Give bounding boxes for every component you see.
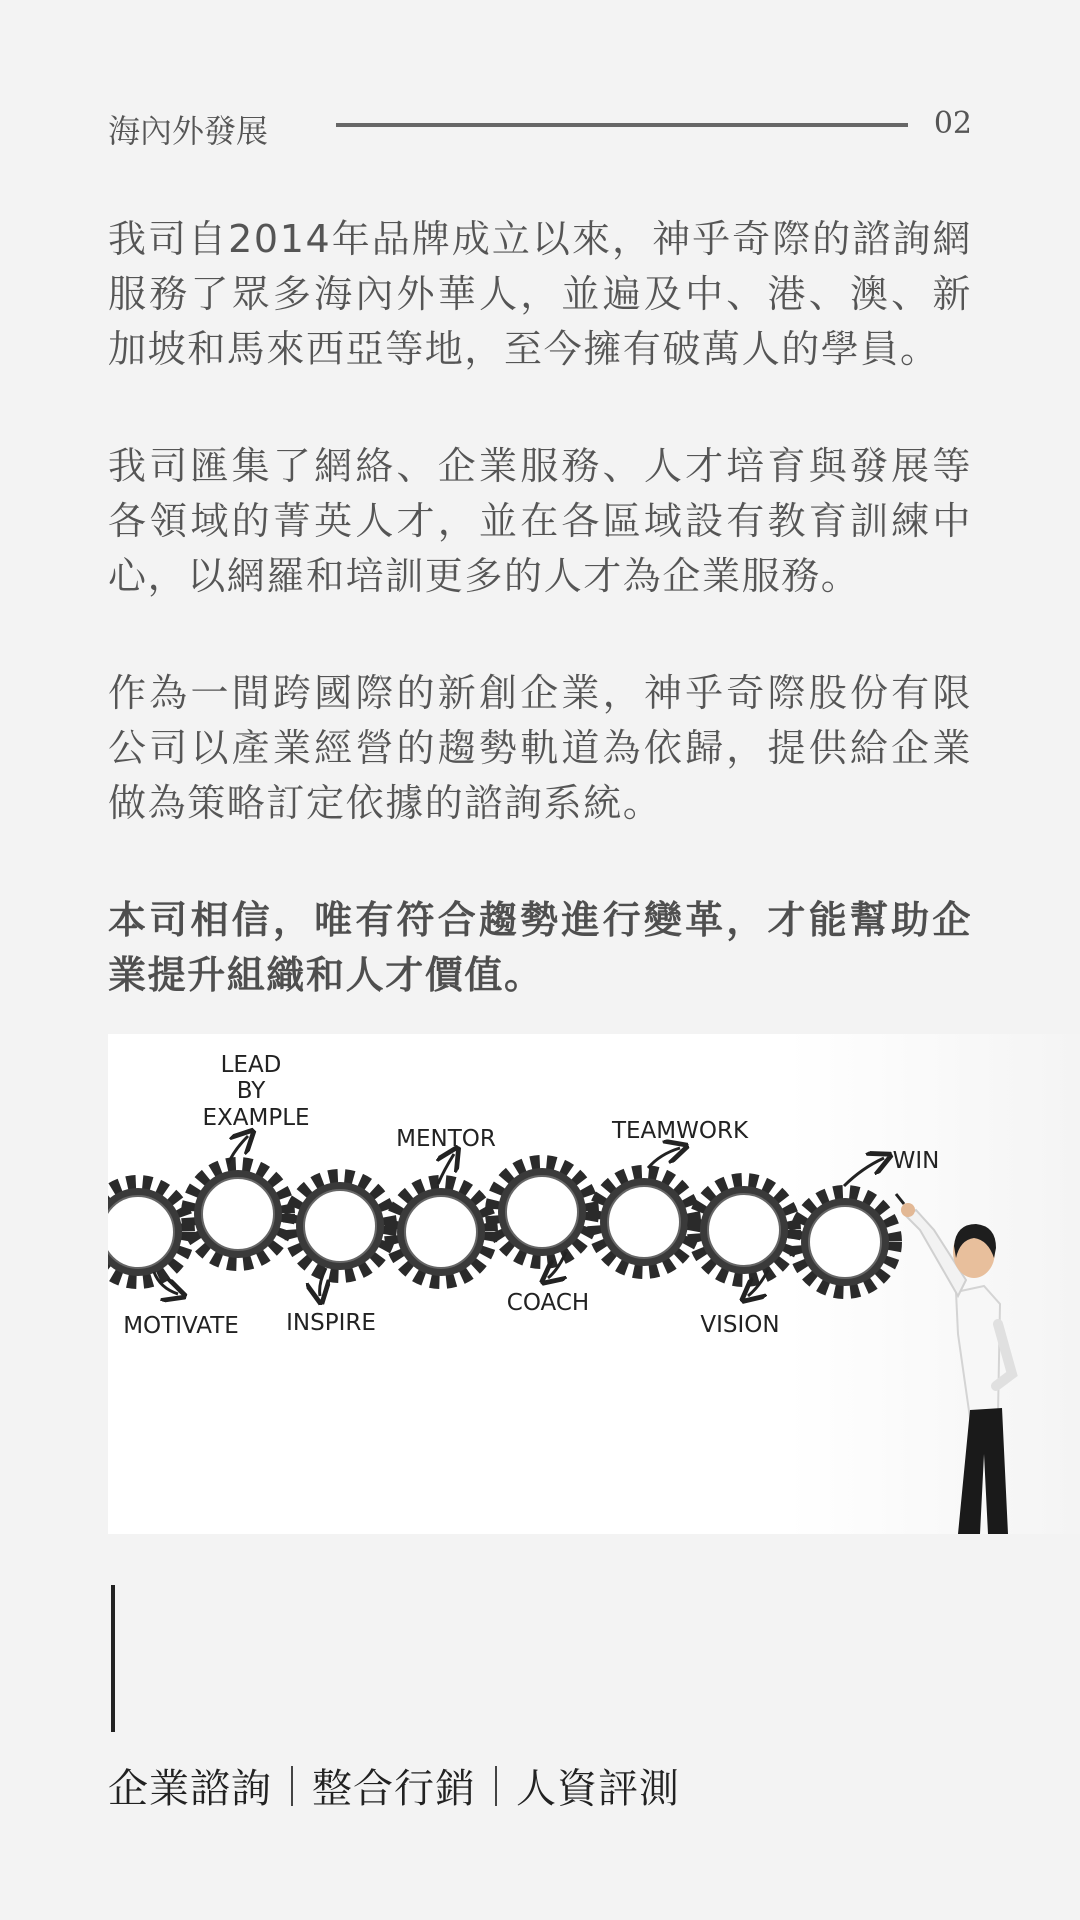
service-consulting: 企業諮詢: [108, 1766, 272, 1812]
service-marketing: 整合行銷: [312, 1766, 476, 1812]
gear-icon: [694, 1180, 794, 1280]
talent-paragraph: 我司匯集了網絡、企業服務、人才培育與發展等各領域的菁英人才，並在各區域設有教育訓練中心，以網羅和培訓更多的人才為企業服務。: [108, 444, 972, 598]
service-separator: [495, 1766, 497, 1806]
label-motivate: MOTIVATE: [123, 1313, 239, 1339]
gear-icon: [391, 1182, 491, 1282]
label-teamwork: TEAMWORK: [611, 1118, 749, 1144]
label-coach: COACH: [506, 1290, 590, 1316]
gear-icon: [795, 1192, 895, 1292]
label-by: BY: [236, 1078, 266, 1104]
services-list: [108, 1757, 680, 1814]
label-inspire: INSPIRE: [286, 1310, 376, 1336]
gears-illustration: [108, 1034, 1080, 1534]
section-title: 海內外發展: [108, 112, 269, 150]
belief-statement: 本司相信，唯有符合趨勢進行變革，才能幫助企業提升組織和人才價值。: [108, 898, 972, 997]
header-divider: [336, 123, 908, 127]
gear-icon: [492, 1162, 592, 1262]
label-win: WIN: [892, 1148, 940, 1174]
page-header: [108, 100, 972, 152]
body-text: [108, 212, 972, 1065]
label-example: EXAMPLE: [202, 1105, 310, 1131]
label-lead: LEAD: [220, 1052, 282, 1078]
page-number: 02: [933, 106, 972, 141]
gear-icon: [108, 1182, 188, 1282]
gear-icon: [594, 1172, 694, 1272]
intro-paragraph: 我司自2014年品牌成立以來，神乎奇際的諮詢網服務了眾多海內外華人，並遍及中、港、澳、新加坡和馬來西亞等地，至今擁有破萬人的學員。: [108, 217, 972, 371]
accent-bar: [111, 1585, 115, 1732]
service-hr-assessment: 人資評測: [516, 1766, 680, 1812]
service-separator: [291, 1766, 293, 1806]
label-vision: VISION: [700, 1312, 780, 1338]
businessman-figure: [896, 1194, 1012, 1534]
gear-icon: [188, 1164, 288, 1264]
startup-paragraph: 作為一間跨國際的新創企業，神乎奇際股份有限公司以產業經營的趨勢軌道為依歸，提供給企業做為策略訂定依據的諮詢系統。: [108, 671, 972, 825]
arrow-icon: [844, 1158, 884, 1186]
label-mentor: MENTOR: [396, 1126, 496, 1152]
arrow-icon: [648, 1148, 680, 1168]
gear-icon: [290, 1176, 390, 1276]
